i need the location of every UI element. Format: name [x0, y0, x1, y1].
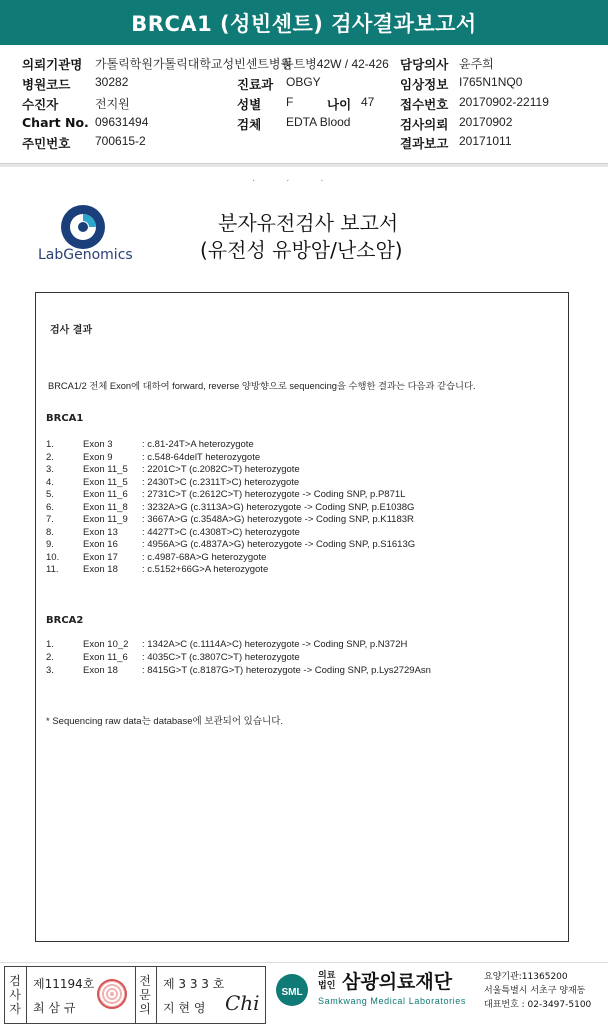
examiner-seal — [97, 979, 127, 1009]
brca1-title: BRCA1 — [46, 413, 84, 424]
specialist-name: 지 현 영 — [163, 1001, 206, 1015]
section-title: 검사 결과 — [50, 325, 93, 336]
clinical-label: 임상정보 — [400, 77, 449, 92]
report-title-bar — [0, 0, 608, 45]
receipt-label: 접수번호 — [400, 97, 449, 112]
report-heading: 분자유전검사 보고서 — [218, 211, 399, 235]
specialist-signature: Chi — [225, 991, 260, 1015]
sml-badge-text: SML — [281, 987, 303, 998]
intro-text: BRCA1/2 전체 Exon에 대하여 forward, reverse 양방향으로 sequencing을 수행한 결과는 다음과 같습니다. — [48, 381, 476, 391]
specimen-value: EDTA Blood — [286, 115, 351, 129]
report-date-label: 결과보고 — [400, 136, 449, 151]
clinical-value: I765N1NQ0 — [459, 75, 523, 89]
receipt-value: 20170902-22119 — [459, 95, 549, 109]
signature-box — [4, 966, 266, 1024]
signature-footer — [0, 962, 608, 1029]
specialist-label: 전문의 — [139, 974, 151, 1016]
labgenomics-logo-text: LabGenomics — [38, 247, 133, 263]
id-label: 주민번호 — [22, 136, 71, 151]
chart-value: 09631494 — [95, 115, 149, 129]
org-name: 삼광의료재단 — [342, 971, 453, 993]
examiner-license: 제11194호 — [33, 977, 95, 991]
specialist-license: 제 3 3 3 호 — [163, 977, 225, 991]
org-address: 서울특별시 서초구 양재동 — [484, 986, 586, 996]
ward-value: 동트병42W / 42-426 — [282, 57, 389, 71]
result-box: 검사 결과 BRCA1/2 전체 Exon에 대하여 forward, reverse 양방향으로 sequencing을 수행한 결과는 다음과 같습니다. BRCA1 1. Exon 3 : c.81-24T>A heterozygote 2. Exon 9 : c.548-64delT heterozygote 3. Exon 11_5 : 2201C>T (c.2082C>T) heterozygote 4. Exon 11_5 : 2430T>C (c.2311T>C) heterozygote 5. Exon 11_6 : 2731C>T (c.2612C>T) heterozygote -> Coding SNP, p.P871L 6. Exon 11_8 : 3232A>G (c.3113A>G) heterozygote -> Coding SNP, p.E1038G 7. Exon 11_9 : 3667A>G (c.3548A>G) heterozygote -> Coding SNP, p.K1183R 8. Exon 13 : 4427T>C (c.4308T>C) heterozygote 9. Exon 16 : 4956A>G (c.4837A>G) heterozygote -> Coding SNP, p.S1613G 10. Exon 17 : c.4987-68A>G heterozygote 11. Exon 18 : c.5152+66G>A heterozygote BRCA2 1. Exon 10_2 : 1342A>C (c.1114A>C) heterozygote -> Coding SNP, p.N372H 2. Exon 11_6 : 4035C>T (c.3807C>T) heterozygote 3. Exon 18 : 8415G>T (c.8187G>T) heterozygote -> Coding SNP, p.Lys2729Asn * Sequencing raw data는 database에 보관되어 있습니다. — [35, 292, 569, 942]
patient-label: 수진자 — [22, 97, 59, 112]
examiner-name: 최 삼 규 — [33, 1001, 76, 1015]
patient-info-panel — [0, 45, 608, 163]
code-value: 30282 — [95, 75, 129, 89]
code-label: 병원코드 — [22, 77, 71, 92]
raw-data-note: * Sequencing raw data는 database에 보관되어 있습니다. — [46, 716, 284, 727]
org-name-english: Samkwang Medical Laboratories — [318, 996, 466, 1006]
hospital-value: 가톨릭학원가톨릭대학교성빈센트병원 — [95, 57, 293, 71]
request-label: 검사의뢰 — [400, 117, 449, 132]
dept-value: OBGY — [286, 75, 321, 89]
patient-value: 전지원 — [95, 97, 130, 111]
examiner-label: 검사자 — [9, 974, 21, 1016]
sex-value: F — [286, 95, 294, 109]
chart-label: Chart No. — [22, 115, 89, 130]
sml-logo-icon — [272, 968, 312, 1008]
age-label: 나이 — [327, 97, 352, 112]
brca2-title: BRCA2 — [46, 615, 84, 626]
dept-label: 진료과 — [237, 77, 274, 92]
scanned-report — [0, 167, 608, 962]
age-value: 47 — [361, 95, 375, 109]
footer-separator — [26, 967, 27, 1023]
org-phone: 대표번호 : 02-3497-5100 — [484, 1000, 592, 1010]
id-value: 700615-2 — [95, 134, 146, 148]
specimen-label: 검체 — [237, 117, 262, 132]
footer-separator — [135, 967, 136, 1023]
request-value: 20170902 — [459, 115, 513, 129]
sex-label: 성별 — [237, 97, 262, 112]
report-date-value: 20171011 — [459, 134, 512, 148]
report-title: BRCA1 (성빈센트) 검사결과보고서 — [131, 11, 477, 36]
hospital-label: 의뢰기관명 — [22, 57, 83, 72]
labgenomics-logo-icon — [58, 202, 108, 252]
report-subheading: (유전성 유방암/난소암) — [200, 238, 403, 262]
doctor-label: 담당의사 — [400, 57, 449, 72]
scan-dots: · · · — [252, 175, 338, 186]
doctor-value: 윤주희 — [459, 57, 494, 71]
org-code: 요양기관:11365200 — [484, 972, 568, 982]
org-type-label: 의료 법인 — [318, 971, 336, 991]
footer-separator — [156, 967, 157, 1023]
